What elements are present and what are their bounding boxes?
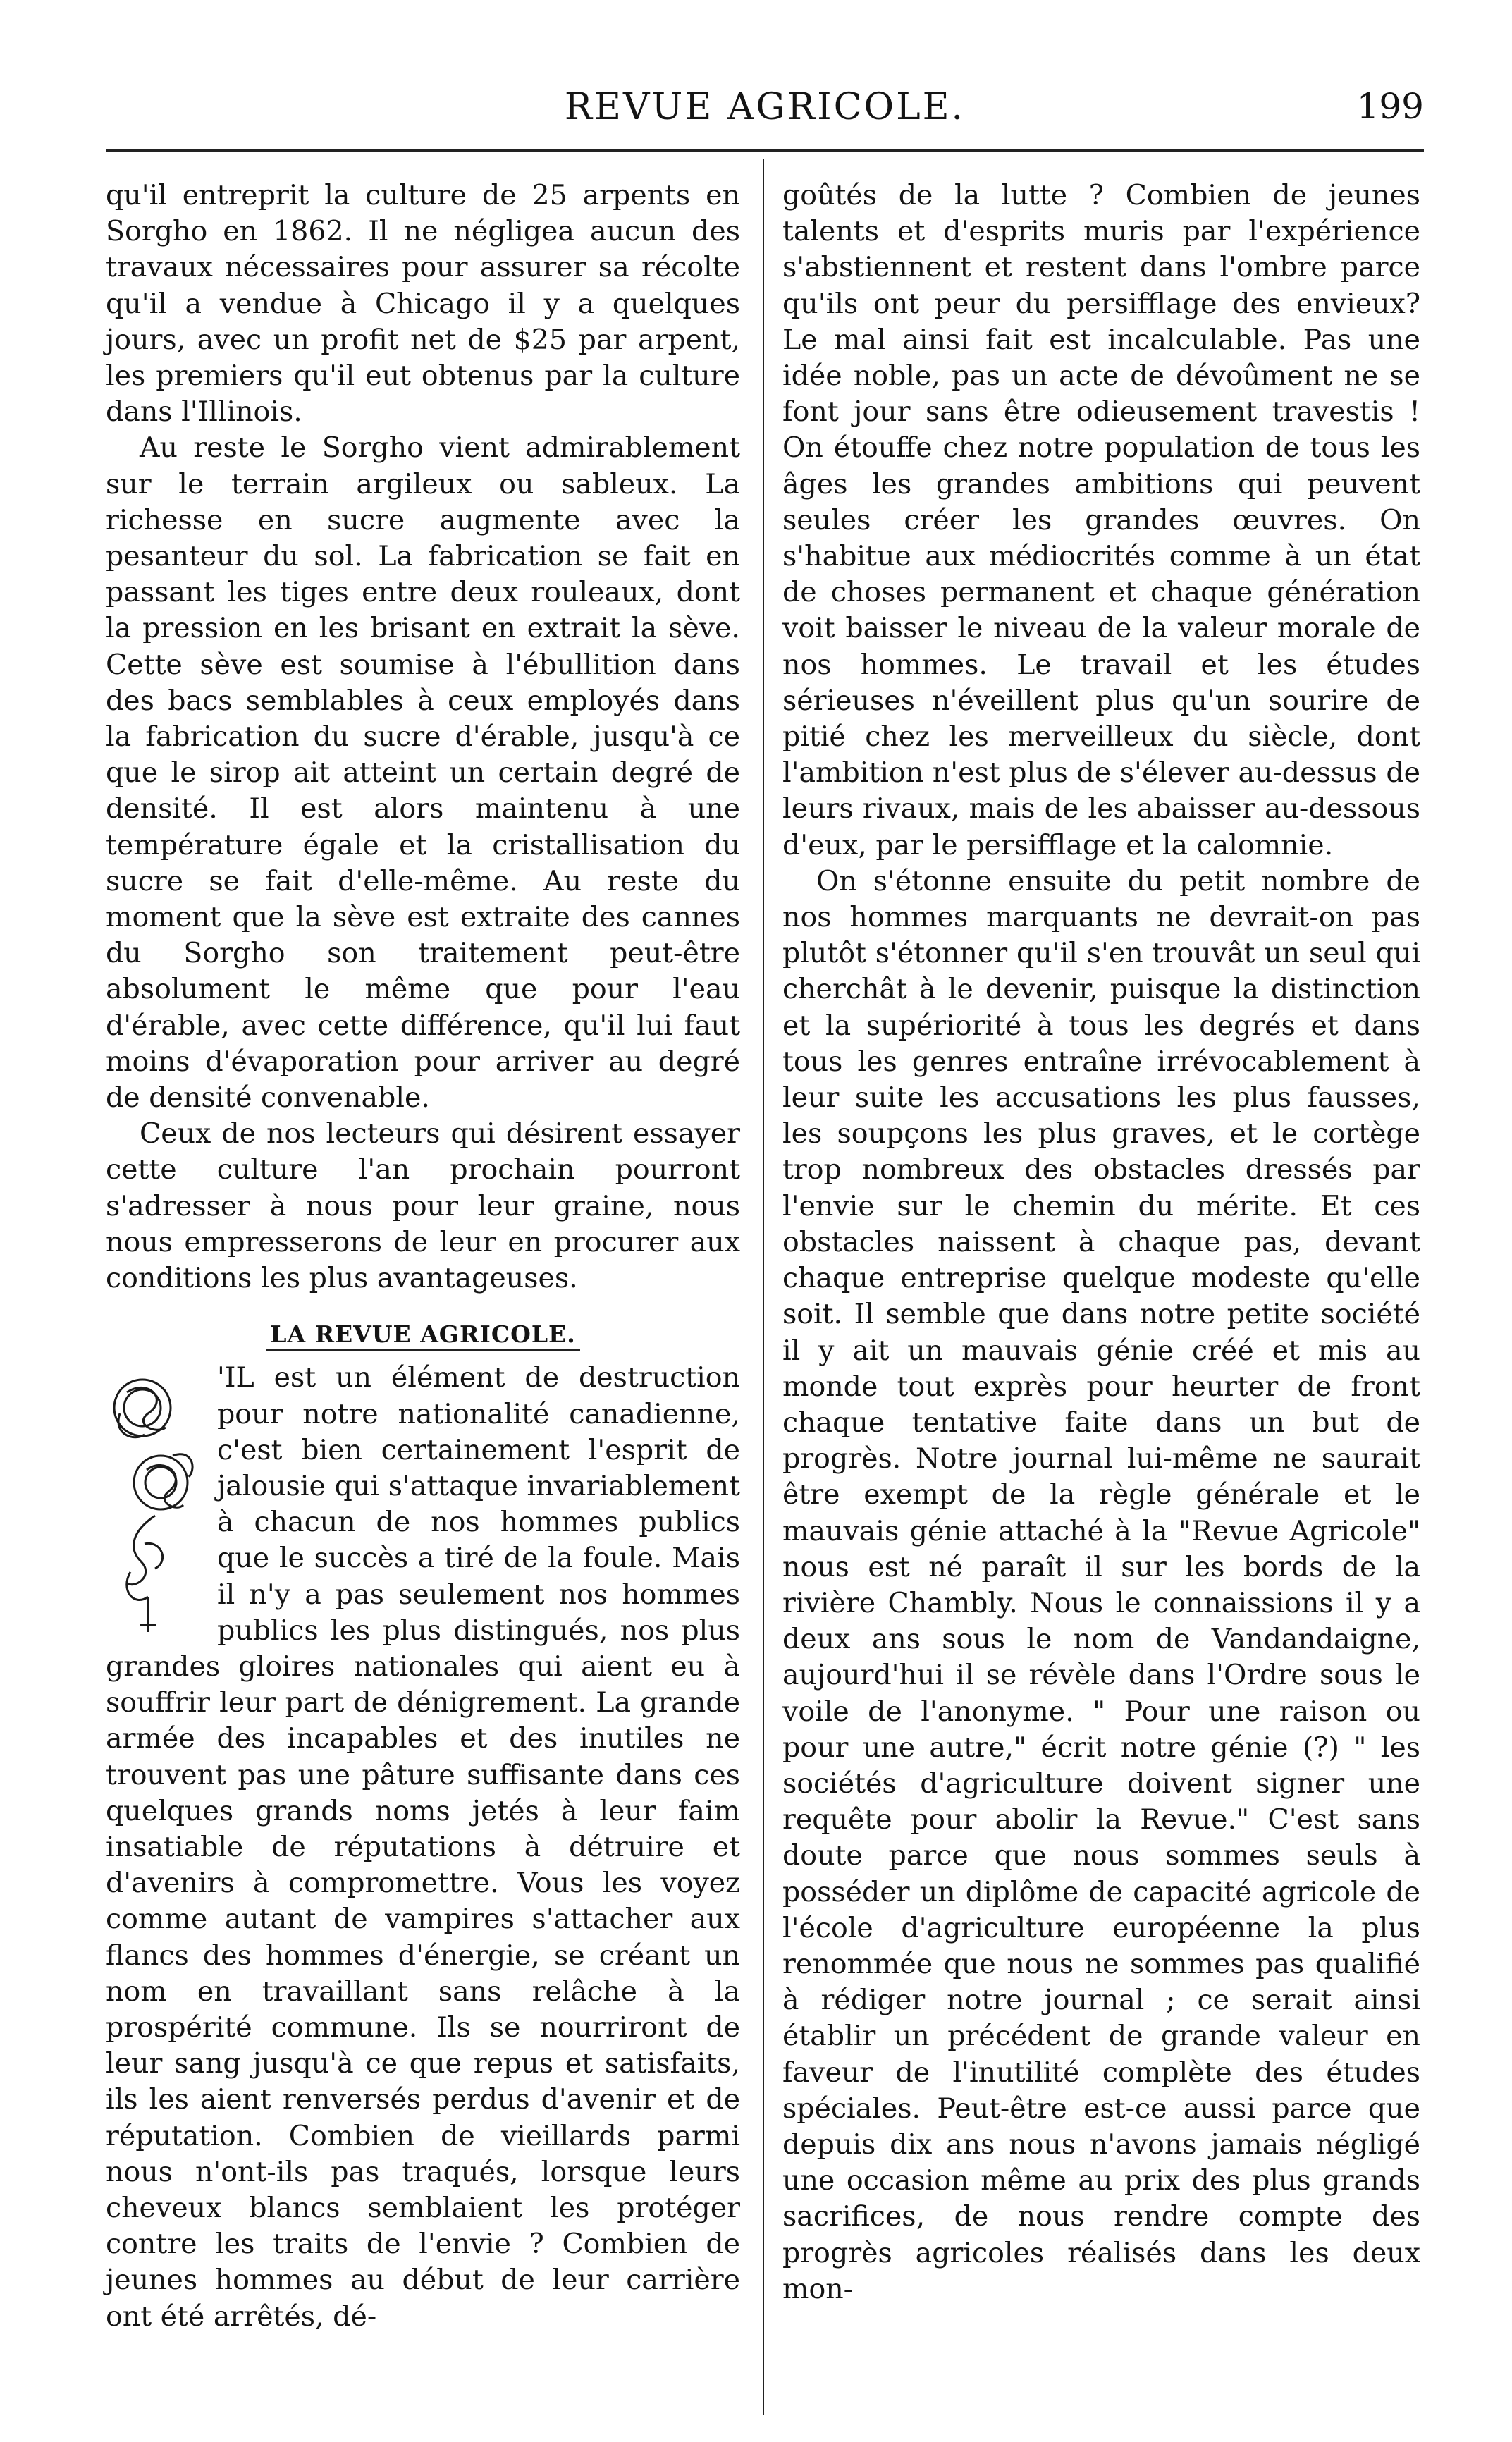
column-divider [763, 159, 764, 2415]
left-column [106, 178, 740, 2335]
paragraph-jalousie: 'IL est un élément de destruction pour notre nationalité canadienne, c'est bien certainement l'esprit de jalousie qui s'attaque invariablement à chacun de nos hommes publics que le succès a tiré de la foule. Mais il n'y a pas seulement nos hommes publics les plus distingués, nos plus grandes gloires nationales qui aient eu à souffrir leur part de dénigrement. La grande armée des incapables et des inutiles ne trouvent pas une pâture suffisante dans ces quelques grands noms jetés à leur faim insatiable de réputations à détruire et d'avenirs à compromettre. Vous les voyez comme autant de vampires s'attacher aux flancs des hommes d'énergie, se créant un nom en travaillant sans relâche à la prospérité commune. Ils se nourriront de leur sang jusqu'à ce que repus et satisfaits, ils les aient renversés perdus d'avenir et de réputation. Combien de vieillards parmi nous n'ont-ils pas traqués, lorsque leurs cheveux blancs semblaient les protéger contre les traits de l'envie ? Combien de jeunes hommes au début de leur carrière ont été arrêtés, dé- [106, 1361, 740, 2333]
header-rule [106, 149, 1424, 152]
page-number: 199 [1356, 86, 1424, 127]
paragraph-degoutes: goûtés de la lutte ? Combien de jeunes talents et d'esprits muris par l'expérience s'abstiennent et restent dans l'ombre parce qu'ils ont peur du persifflage des envieux? Le mal ainsi fait est incalculable. Pas une idée noble, pas un acte de dévoûment ne se font jour sans être odieusement travestis ! On étouffe chez notre population de tous les âges les grandes ambitions qui peuvent seules créer les grandes œuvres. On s'habitue aux médiocrités comme à un état de choses permanent et chaque génération voit baisser le niveau de la valeur morale de nos hommes. Le travail et les études sérieuses n'éveillent plus qu'un sourire de pitié chez les merveilleux du siècle, dont l'ambition n'est plus de s'élever au-dessus de leurs rivaux, mais de les abaisser au-dessous d'eux, par le persifflage et la calomnie. [782, 179, 1420, 861]
section-heading-text: LA REVUE AGRICOLE. [266, 1320, 579, 1351]
article-body [106, 1360, 740, 2334]
running-title: REVUE AGRICOLE. [564, 86, 966, 128]
right-column [782, 178, 1420, 2307]
paragraph-sorgho-culture: qu'il entreprit la culture de 25 arpents en Sorgho en 1862. Il ne négligea aucun des travaux nécessaires pour assurer sa récolte qu'il a vendue à Chicago il y a quelques jours, avec un profit net de $25 par arpent, les premiers qu'il eut obtenus par la culture dans l'Illinois. [106, 179, 740, 429]
paragraph-etonne: On s'étonne ensuite du petit nombre de nos hommes marquants ne devrait-on pas plutôt s'étonner qu'il s'en trouvât un seul qui cherchât à le devenir, puisque la distinction et la supériorité à tous les degrés et dans tous les genres entraîne irrévocablement à leur suite les accusations les plus fausses, les soupçons les plus graves, et le cortège trop nombreux des obstacles dressés par l'envie sur le chemin du mérite. Et ces obstacles naissent à chaque pas, devant chaque entreprise quelque modeste qu'elle soit. Il semble que dans notre petite société il y ait un mauvais génie créé et mis au monde tout exprès pour heurter de front chaque tentative faite dans un but de progrès. Notre journal lui-même ne saurait être exempt de la règle générale et le mauvais génie attaché à la "Revue Agricole" nous est né paraît il sur les bords de la rivière Chambly. Nous le connaissions il y a deux ans sous le nom de Vandandaigne, aujourd'hui il se révèle dans l'Ordre sous le voile de l'anonyme. " Pour une raison ou pour une autre," écrit notre génie (?) " les sociétés d'agriculture doivent signer une requête pour abolir la Revue." C'est sans doute parce que nous sommes seuls à posséder un diplôme de capacité agricole de l'école d'agriculture européenne la plus renommée que nous ne sommes pas qualifié à rédiger notre journal ; ce serait ainsi établir un précédent de grande valeur en faveur de l'inutilité complète des études spéciales. Peut-être est-ce aussi parce que depuis dix ans nous n'avons jamais négligé une occasion même au prix des plus grands sacrifices, de nous rendre compte des progrès agricoles réalisés dans les deux mon- [782, 864, 1420, 2305]
ornamental-dropcap-icon [106, 1364, 204, 1638]
paragraph-readers-offer: Ceux de nos lecteurs qui désirent essayer cette culture l'an prochain pourront s'adresser à nous pour leur graine, nous nous empresserons de leur en procurer aux conditions les plus avantageuses. [106, 1117, 740, 1295]
paragraph-sorgho-fabrication: Au reste le Sorgho vient admirablement sur le terrain argileux ou sableux. La richesse en sucre augmente avec la pesanteur du sol. La fabrication se fait en passant les tiges entre deux rouleaux, dont la pression en les brisant en extrait la sève. Cette sève est soumise à l'ébullition dans des bacs semblables à ceux employés dans la fabrication du sucre d'érable, jusqu'à ce que le sirop ait atteint un certain degré de densité. Il est alors maintenu à une température égale et la cristallisation du sucre se fait d'elle-même. Au reste du moment que la sève est extraite des cannes du Sorgho son traitement peut-être absolument le même que pour l'eau d'érable, avec cette différence, qu'il lui faut moins d'évaporation pour arriver au degré de densité convenable. [106, 431, 740, 1115]
dropcap-letter: S [155, 1526, 156, 1528]
section-heading [106, 1318, 740, 1351]
page-header [106, 79, 1424, 142]
